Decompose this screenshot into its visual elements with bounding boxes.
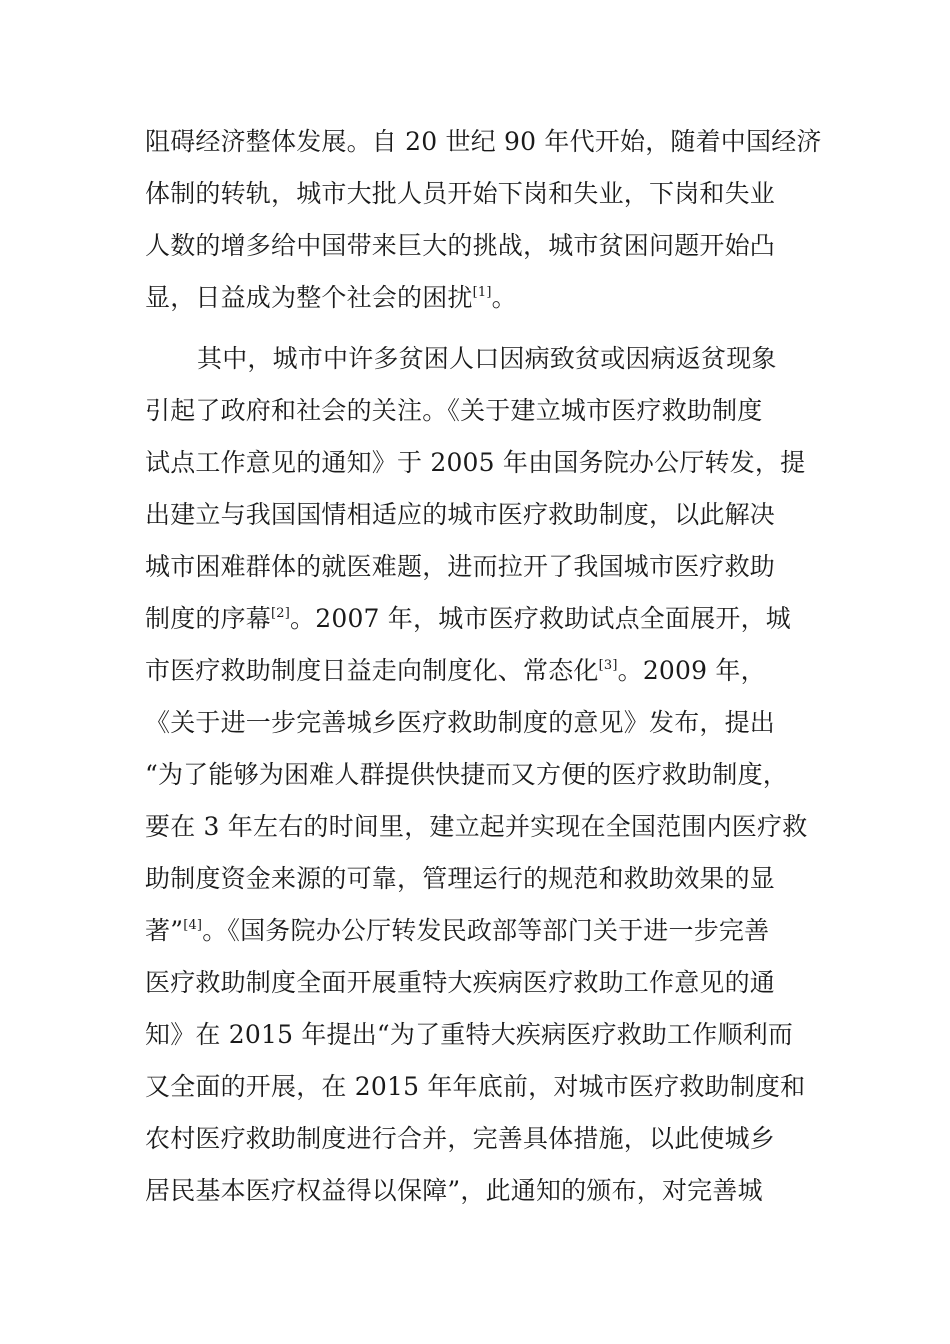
- text-line: [145, 853, 815, 905]
- line-text: 其中，城市中许多贫困人口因病致贫或因病返贫现象: [197, 344, 777, 373]
- line-text: 显，日益成为整个社会的困扰: [145, 283, 473, 312]
- text-line: [145, 489, 815, 541]
- text-line: [145, 220, 815, 272]
- line-text: 制度的序幕: [145, 604, 272, 633]
- text-line: [145, 385, 815, 437]
- text-line: [145, 1009, 815, 1061]
- text-line: [145, 333, 815, 385]
- text-line: [145, 749, 815, 801]
- line-text: 农村医疗救助制度进行合并，完善具体措施，以此使城乡: [145, 1124, 776, 1153]
- text-line: [145, 1165, 815, 1217]
- line-text: 市医疗救助制度日益走向制度化、常态化: [145, 656, 599, 685]
- text-line: [145, 697, 815, 749]
- text-line: [145, 1113, 815, 1165]
- line-text: 体制的转轨，城市大批人员开始下岗和失业，下岗和失业: [145, 179, 776, 208]
- text-line: [145, 168, 815, 220]
- line-text: 引起了政府和社会的关注。《关于建立城市医疗救助制度: [145, 396, 763, 425]
- text-line: [145, 437, 815, 489]
- text-line: [145, 1061, 815, 1113]
- text-line: [145, 957, 815, 1009]
- line-text: 城市困难群体的就医难题，进而拉开了我国城市医疗救助: [145, 552, 776, 581]
- citation-ref: [4]: [183, 918, 203, 933]
- citation-ref: [3]: [598, 658, 618, 673]
- text-line: [145, 801, 815, 853]
- text-line: [145, 593, 815, 645]
- line-text: 要在 3 年左右的时间里，建立起并实现在全国范围内医疗救: [145, 812, 808, 841]
- text-line: [145, 116, 822, 168]
- citation-ref: [2]: [271, 606, 291, 621]
- line-text: 知》在 2015 年提出“为了重特大疾病医疗救助工作顺利而: [145, 1020, 794, 1049]
- line-text: 。2007 年，城市医疗救助试点全面展开，城: [290, 604, 792, 633]
- line-text: 又全面的开展，在 2015 年年底前，对城市医疗救助制度和: [145, 1072, 806, 1101]
- line-text: “为了能够为困难人群提供快捷而又方便的医疗救助制度，: [145, 760, 788, 789]
- line-text: 出建立与我国国情相适应的城市医疗救助制度，以此解决: [145, 500, 776, 529]
- line-text: 著”: [145, 916, 184, 945]
- line-text: 试点工作意见的通知》于 2005 年由国务院办公厅转发，提: [145, 448, 806, 477]
- text-line: [145, 541, 815, 593]
- line-text: 《关于进一步完善城乡医疗救助制度的意见》发布，提出: [145, 708, 776, 737]
- line-text: 医疗救助制度全面开展重特大疾病医疗救助工作意见的通: [145, 968, 776, 997]
- text-line: [145, 905, 815, 957]
- paragraph-2: [145, 333, 815, 1217]
- line-text: 人数的增多给中国带来巨大的挑战，城市贫困问题开始凸: [145, 231, 776, 260]
- line-text: 阻碍经济整体发展。自 20 世纪 90 年代开始，随着中国经济: [145, 127, 822, 156]
- line-text: 助制度资金来源的可靠，管理运行的规范和救助效果的显: [145, 864, 776, 893]
- line-text: 。《国务院办公厅转发民政部等部门关于进一步完善: [202, 916, 770, 945]
- line-text: 居民基本医疗权益得以保障”，此通知的颁布，对完善城: [145, 1176, 763, 1205]
- text-line: [145, 272, 815, 324]
- citation-ref: [1]: [472, 285, 492, 300]
- text-line: [145, 645, 815, 697]
- line-text: 。: [491, 283, 517, 312]
- paragraph-1: [145, 116, 822, 324]
- line-text: 。2009 年，: [617, 656, 766, 685]
